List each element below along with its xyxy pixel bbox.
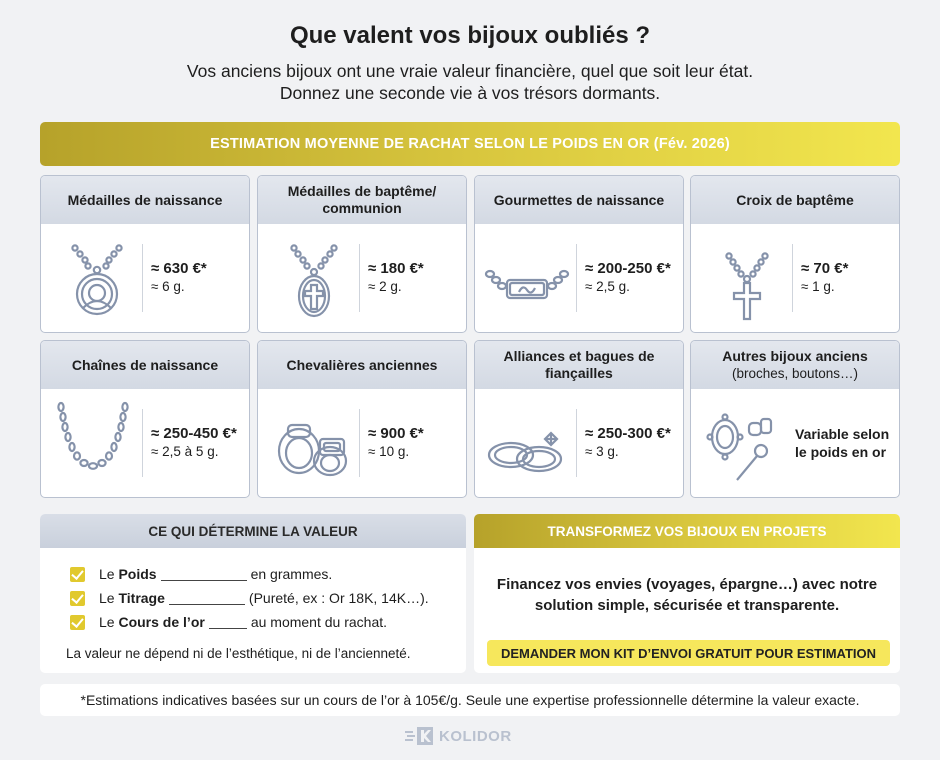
card-medailles-bapteme — [257, 175, 467, 333]
card-price: ≈ 900 €* — [368, 425, 424, 442]
card-title: Chevalières anciennes — [258, 341, 466, 389]
card-weight: ≈ 10 g. — [368, 444, 410, 459]
card-price: ≈ 250-450 €* — [151, 425, 237, 442]
criterion-prefix: Le — [99, 590, 119, 606]
criterion-label: Cours de l’or — [118, 614, 205, 630]
card-weight: ≈ 2,5 g. — [585, 279, 630, 294]
card-chevalieres — [257, 340, 467, 498]
criterion-cours — [70, 614, 387, 630]
projects-pitch — [474, 574, 900, 616]
pitch-line-2: solution simple, sécurisée et transparente. — [534, 597, 840, 614]
criterion-titrage — [70, 590, 429, 606]
subtitle-line-1: Vos anciens bijoux ont une vraie valeur financière, quel que soit leur état. — [186, 61, 754, 81]
checkbox-checked-icon — [70, 591, 85, 606]
estimation-banner: ESTIMATION MOYENNE DE RACHAT SELON LE POIDS EN OR (Fév. 2026) — [40, 122, 900, 166]
card-title — [691, 341, 899, 389]
card-gourmettes — [474, 175, 684, 333]
criterion-poids — [70, 566, 332, 582]
card-weight: ≈ 6 g. — [151, 279, 185, 294]
criterion-label: Titrage — [118, 590, 165, 606]
card-title: Médailles de naissance — [41, 176, 249, 224]
card-medailles-naissance — [40, 175, 250, 333]
page-subtitle — [0, 60, 940, 104]
fill-line — [169, 604, 245, 605]
criterion-prefix: Le — [99, 614, 119, 630]
card-separator — [576, 409, 577, 477]
card-title: Chaînes de naissance — [41, 341, 249, 389]
kolidor-logo-icon — [405, 726, 435, 746]
card-alliances — [474, 340, 684, 498]
card-price: ≈ 250-300 €* — [585, 425, 671, 442]
fill-line — [161, 580, 247, 581]
card-separator — [142, 409, 143, 477]
projects-panel — [474, 514, 900, 673]
checkbox-checked-icon — [70, 567, 85, 582]
card-chaines-naissance — [40, 340, 250, 498]
signet-ring-icon — [264, 395, 356, 491]
card-autres-bijoux — [690, 340, 900, 498]
card-croix-bapteme — [690, 175, 900, 333]
card-title-sub: (broches, boutons…) — [731, 366, 859, 381]
card-price: ≈ 200-250 €* — [585, 260, 671, 277]
subtitle-line-2: Donnez une seconde vie à vos trésors dormants. — [279, 83, 661, 103]
kolidor-logo — [405, 726, 512, 746]
bracelet-icon — [481, 230, 573, 326]
cross-pendant-icon — [697, 230, 789, 326]
pitch-line-1: Financez vos envies (voyages, épargne…) avec notre — [496, 576, 878, 593]
card-weight: ≈ 2,5 à 5 g. — [151, 444, 219, 459]
card-title: Alliances et bagues de fiançailles — [475, 341, 683, 389]
footnote: *Estimations indicatives basées sur un cours de l’or à 105€/g. Seule une expertise professionnelle détermine la valeur exacte. — [40, 684, 900, 716]
baby-medal-icon — [47, 230, 139, 326]
cross-medal-icon — [264, 230, 356, 326]
card-variable-text: Variable selon le poids en or — [795, 426, 890, 460]
card-separator — [792, 244, 793, 312]
request-kit-button[interactable]: DEMANDER MON KIT D’ENVOI GRATUIT POUR ESTIMATION — [487, 640, 890, 666]
criterion-suffix: au moment du rachat. — [250, 614, 388, 630]
criterion-label: Poids — [118, 566, 157, 582]
card-price: ≈ 630 €* — [151, 260, 207, 277]
value-note: La valeur ne dépend ni de l’esthétique, ni de l’ancienneté. — [66, 646, 411, 661]
card-price: ≈ 180 €* — [368, 260, 424, 277]
value-panel-title: CE QUI DÉTERMINE LA VALEUR — [40, 514, 466, 548]
card-weight: ≈ 2 g. — [368, 279, 402, 294]
value-factors-panel — [40, 514, 466, 673]
card-separator — [359, 409, 360, 477]
card-title: Croix de baptême — [691, 176, 899, 224]
brooch-icon — [697, 395, 789, 491]
card-weight: ≈ 3 g. — [585, 444, 619, 459]
fill-line — [209, 628, 247, 629]
card-price: ≈ 70 €* — [801, 260, 849, 277]
criterion-prefix: Le — [99, 566, 119, 582]
criterion-suffix: en grammes. — [250, 566, 333, 582]
card-separator — [142, 244, 143, 312]
criterion-suffix: (Pureté, ex : Or 18K, 14K…). — [248, 590, 429, 606]
card-title: Médailles de baptême/ communion — [258, 176, 466, 224]
card-title-main: Autres bijoux anciens — [722, 348, 868, 364]
projects-panel-title: TRANSFORMEZ VOS BIJOUX EN PROJETS — [474, 514, 900, 548]
wedding-rings-icon — [481, 395, 573, 491]
checkbox-checked-icon — [70, 615, 85, 630]
logo-text: KOLIDOR — [439, 727, 512, 745]
card-separator — [359, 244, 360, 312]
chain-icon — [47, 395, 139, 491]
card-separator — [576, 244, 577, 312]
card-weight: ≈ 1 g. — [801, 279, 835, 294]
page-title: Que valent vos bijoux oubliés ? — [289, 22, 651, 49]
card-title: Gourmettes de naissance — [475, 176, 683, 224]
